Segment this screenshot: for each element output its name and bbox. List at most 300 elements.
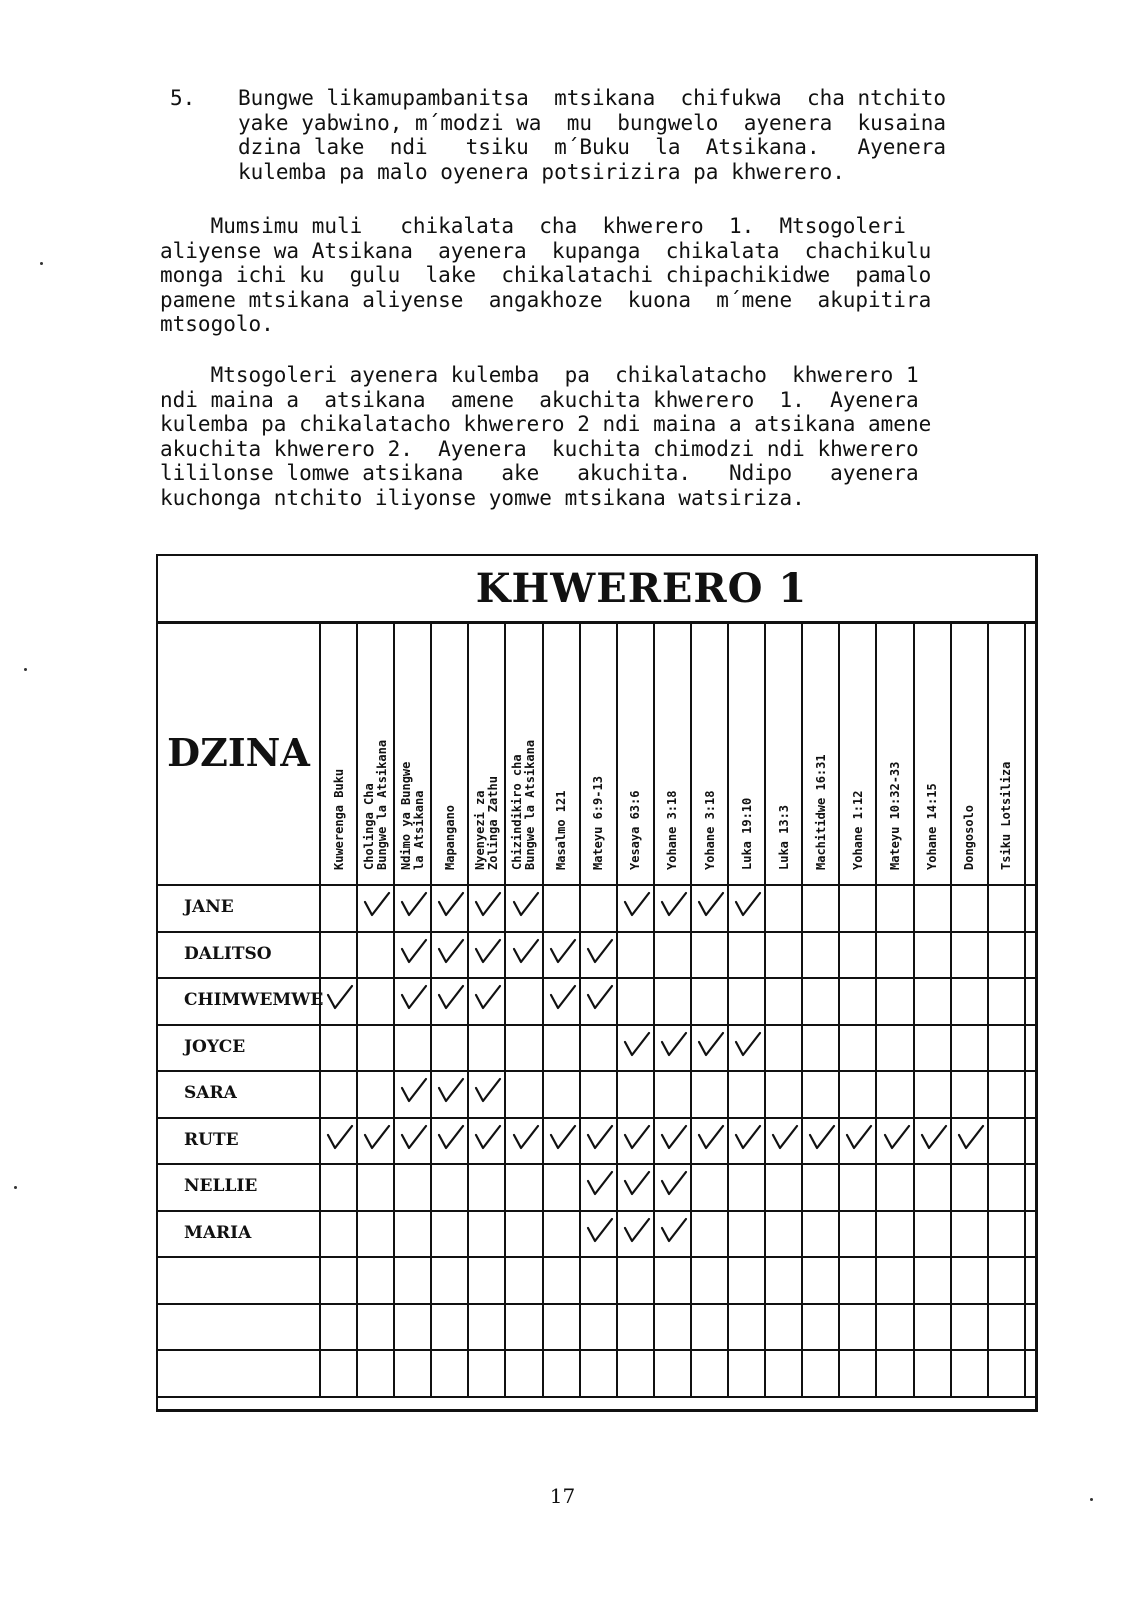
check-mark-icon [434,1123,466,1153]
grid-cell [395,1070,432,1117]
grid-cell [321,884,358,931]
grid-cell [766,1117,803,1164]
grid-cell [321,1349,358,1396]
check-mark-icon [509,1123,541,1153]
grid-cell [840,884,877,931]
grid-cell [840,1070,877,1117]
grid-cell [544,1256,581,1303]
grid-cell [952,1303,989,1350]
grid-cell [432,1303,469,1350]
grid-cell [766,1163,803,1210]
grid-cell [432,1024,469,1071]
grid-cell [915,1024,952,1071]
grid-cell [469,1210,506,1257]
grid-cell [544,1210,581,1257]
column-header [618,621,655,884]
scan-speck [1090,1498,1093,1501]
grid-cell [766,1210,803,1257]
check-mark-icon [471,890,503,920]
grid-cell [507,977,544,1024]
grid-cell [544,1070,581,1117]
paragraph-instructions: Mtsogoleri ayenera kulemba pa chikalatacho khwerero 1 ndi maina a atsikana amene akuchita khwerero 1. Ayenera kulemba pa chikalatacho khwerero 2 ndi maina a atsikana amene akuchita khwerero 2. Ayenera kuchita chimodzi ndi khwerero lililonse lomwe atsikana ake akuchita. Ndipo ayenera kuchonga ntchito iliyonse yomwe mtsikana watsiriza. [160,363,932,510]
row-name: RUTE [158,1117,321,1164]
grid-cell [469,1349,506,1396]
grid-cell [803,1210,840,1257]
column-header [915,621,952,884]
check-mark-icon [620,1030,652,1060]
column-header [989,621,1026,884]
column-header-label: Masalmo 121 [554,790,569,870]
grid-cell [321,977,358,1024]
grid-cell [692,1349,729,1396]
column-header-label: Mapangano [442,804,457,870]
grid-cell [358,1024,395,1071]
check-mark-icon [434,983,466,1013]
grid-cell [618,1024,655,1071]
row-name [158,1303,321,1350]
grid-cell [989,1210,1026,1257]
grid-cell [395,1349,432,1396]
grid-cell [729,1070,766,1117]
grid-cell [952,1117,989,1164]
column-header [878,621,915,884]
column-header-label: Chizindikiro cha Bungwe la Atsikana [510,739,538,870]
grid-cell [618,1070,655,1117]
grid-cell [952,931,989,978]
grid-cell [655,1163,692,1210]
grid-cell [766,1070,803,1117]
grid-cell [989,884,1026,931]
grid-cell [803,1024,840,1071]
grid-cell [692,1303,729,1350]
grid-cell [989,1024,1026,1071]
grid-cell [989,977,1026,1024]
check-mark-icon [917,1123,949,1153]
row-name: JANE [158,884,321,931]
grid-cell [395,1163,432,1210]
check-mark-icon [880,1123,912,1153]
grid-cell [729,977,766,1024]
grid-cell [878,1256,915,1303]
check-mark-icon [471,983,503,1013]
grid-cell [358,1256,395,1303]
grid-cell [840,1210,877,1257]
grid-cell [915,1256,952,1303]
grid-cell [432,931,469,978]
grid-cell [989,1070,1026,1117]
grid-cell [989,931,1026,978]
check-mark-icon [471,1123,503,1153]
grid-cell [840,977,877,1024]
check-mark-icon [620,1123,652,1153]
progress-chart [156,554,1038,1412]
check-mark-icon [360,890,392,920]
scan-speck [24,668,27,671]
grid-cell [544,1024,581,1071]
grid-cell [581,977,618,1024]
check-mark-icon [731,890,763,920]
grid-cell [952,1349,989,1396]
check-mark-icon [583,1123,615,1153]
grid-cell [915,1210,952,1257]
grid-cell [729,884,766,931]
grid-cell [358,1070,395,1117]
grid-cell [507,884,544,931]
grid-cell [766,1349,803,1396]
grid-cell [321,1210,358,1257]
grid-cell [952,884,989,931]
check-mark-icon [397,1076,429,1106]
grid-cell [432,1256,469,1303]
check-mark-icon [657,890,689,920]
grid-cell [321,1117,358,1164]
check-mark-icon [397,890,429,920]
grid-cell [840,1024,877,1071]
grid-cell [766,1256,803,1303]
grid-cell [729,1163,766,1210]
chart-title-bar [158,556,1035,624]
grid-cell [544,977,581,1024]
grid-cell [321,1256,358,1303]
grid-cell [915,884,952,931]
grid-cell [729,1210,766,1257]
grid-cell [469,1117,506,1164]
grid-cell [655,977,692,1024]
grid-cell [469,1070,506,1117]
grid-cell [692,931,729,978]
grid-cell [878,1303,915,1350]
check-mark-icon [546,937,578,967]
grid-cell [729,1349,766,1396]
grid-cell [840,1256,877,1303]
grid-cell [432,977,469,1024]
page-number: 17 [549,1484,576,1508]
grid-cell [507,1163,544,1210]
grid-cell [469,931,506,978]
grid-cell [655,1349,692,1396]
grid-cell [581,1349,618,1396]
grid-cell [952,1163,989,1210]
column-header-label: Luka 13:3 [776,804,791,870]
grid-cell [395,1303,432,1350]
check-mark-icon [583,937,615,967]
check-mark-icon [509,937,541,967]
grid-cell [618,1303,655,1350]
check-mark-icon [397,983,429,1013]
grid-cell [878,931,915,978]
grid-cell [655,1256,692,1303]
grid-cell [581,1024,618,1071]
column-header [581,621,618,884]
grid-cell [395,1117,432,1164]
row-name: DALITSO [158,931,321,978]
check-mark-icon [620,890,652,920]
grid-cell [766,884,803,931]
grid-cell [915,977,952,1024]
row-name: SARA [158,1070,321,1117]
check-mark-icon [620,1216,652,1246]
column-header [358,621,395,884]
grid-cell [544,1349,581,1396]
grid-cell [989,1256,1026,1303]
grid-cell [803,884,840,931]
grid-cell [507,931,544,978]
paragraph-chart-intro: Mumsimu muli chikalata cha khwerero 1. Mtsogoleri aliyense wa Atsikana ayenera kupanga chikalata chachikulu monga ichi ku gulu lake chikalatachi chipachikidwe pamalo pamene mtsikana aliyense angakhoze kuona m´mene akupitira mtsogolo. [160,214,932,336]
check-mark-icon [471,1076,503,1106]
column-header-label: Tsiku Lotsiliza [999,761,1014,870]
column-header [729,621,766,884]
grid-cell [692,1210,729,1257]
grid-cell [469,884,506,931]
grid-cell [507,1210,544,1257]
column-header-label: Ndimo ya Bungwe la Atsikana [398,761,426,870]
grid-cell [544,884,581,931]
grid-cell [803,1256,840,1303]
grid-cell [840,931,877,978]
grid-cell [581,884,618,931]
column-header [507,621,544,884]
grid-cell [358,1117,395,1164]
column-header [655,621,692,884]
grid-cell [581,1117,618,1164]
grid-cell [358,1210,395,1257]
grid-cell [952,1210,989,1257]
check-mark-icon [434,890,466,920]
check-mark-icon [731,1123,763,1153]
check-mark-icon [323,1123,355,1153]
column-header [803,621,840,884]
grid-cell [432,1163,469,1210]
column-header-label: Yohane 3:18 [665,790,680,870]
grid-cell [432,1349,469,1396]
grid-cell [581,1163,618,1210]
grid-cell [358,884,395,931]
grid-cell [469,1303,506,1350]
grid-cell [952,1070,989,1117]
grid-cell [803,977,840,1024]
check-mark-icon [434,1076,466,1106]
grid-cell [989,1163,1026,1210]
check-mark-icon [805,1123,837,1153]
grid-cell [766,1303,803,1350]
grid-cell [729,1117,766,1164]
grid-cell [655,1303,692,1350]
grid-cell [507,1303,544,1350]
check-mark-icon [694,890,726,920]
check-mark-icon [694,1123,726,1153]
grid-cell [655,931,692,978]
column-header-label: Mateyu 10:32-33 [888,761,903,870]
grid-cell [395,1024,432,1071]
grid-cell [358,931,395,978]
grid-cell [618,1210,655,1257]
check-mark-icon [768,1123,800,1153]
check-mark-icon [397,1123,429,1153]
column-header [952,621,989,884]
column-header-label: Kuwerenga Buku [331,768,346,870]
check-mark-icon [583,1169,615,1199]
grid-cell [618,1256,655,1303]
check-mark-icon [694,1030,726,1060]
grid-cell [358,1303,395,1350]
scan-speck [40,262,43,265]
column-header-label: Yesaya 63:6 [628,790,643,870]
column-header-label: Yohane 3:18 [702,790,717,870]
grid-cell [618,931,655,978]
check-mark-icon [509,890,541,920]
grid-cell [803,1117,840,1164]
check-mark-icon [434,937,466,967]
grid-cell [692,884,729,931]
grid-cell [469,1163,506,1210]
grid-cell [581,1070,618,1117]
grid-cell [655,1070,692,1117]
grid-cell [655,884,692,931]
check-mark-icon [657,1123,689,1153]
grid-cell [878,1163,915,1210]
grid-cell [878,1210,915,1257]
grid-cell [915,1349,952,1396]
check-mark-icon [546,1123,578,1153]
column-header-label: Yohane 14:15 [925,783,940,870]
grid-cell [655,1117,692,1164]
grid-cell [358,1163,395,1210]
check-mark-icon [620,1169,652,1199]
grid-cell [878,1070,915,1117]
grid-cell [358,977,395,1024]
grid-cell [618,1163,655,1210]
check-mark-icon [842,1123,874,1153]
grid-cell [507,1256,544,1303]
grid-cell [581,1210,618,1257]
row-name [158,1256,321,1303]
check-mark-icon [323,983,355,1013]
grid-cell [544,931,581,978]
grid-cell [321,1163,358,1210]
column-header [469,621,506,884]
grid-cell [878,977,915,1024]
grid-cell [729,1256,766,1303]
grid-cell [878,1024,915,1071]
grid-cell [395,977,432,1024]
check-mark-icon [657,1216,689,1246]
grid-cell [803,1349,840,1396]
grid-cell [692,1163,729,1210]
grid-cell [618,884,655,931]
grid-cell [803,1070,840,1117]
grid-cell [618,977,655,1024]
column-header [321,621,358,884]
grid-cell [544,1163,581,1210]
chart-title: KHWERERO 1 [475,565,808,612]
grid-cell [469,1256,506,1303]
grid-cell [952,1256,989,1303]
grid-cell [692,1117,729,1164]
grid-cell [989,1349,1026,1396]
check-mark-icon [731,1030,763,1060]
grid-cell [952,1024,989,1071]
check-mark-icon [397,937,429,967]
grid-cell [803,1163,840,1210]
column-header-label: Nyenyezi za Zolinga Zathu [472,776,500,870]
grid-cell [915,1303,952,1350]
grid-cell [915,1163,952,1210]
check-mark-icon [954,1123,986,1153]
grid-cell [840,1163,877,1210]
column-header-label: Dongosolo [962,804,977,870]
check-mark-icon [360,1123,392,1153]
column-header-label: Yohane 1:12 [850,790,865,870]
grid-cell [692,1070,729,1117]
grid-cell [581,1256,618,1303]
column-header-label: Mateyu 6:9-13 [591,776,606,870]
grid-cell [840,1117,877,1164]
grid-cell [395,1210,432,1257]
check-mark-icon [657,1030,689,1060]
column-header [432,621,469,884]
check-mark-icon [471,937,503,967]
column-header [544,621,581,884]
grid-cell [581,931,618,978]
grid-cell [692,1024,729,1071]
grid-cell [581,1303,618,1350]
grid-cell [321,1303,358,1350]
grid-cell [469,1024,506,1071]
grid-cell [655,1024,692,1071]
grid-cell [655,1210,692,1257]
grid-cell [766,931,803,978]
check-mark-icon [657,1169,689,1199]
grid-cell [840,1303,877,1350]
column-header [840,621,877,884]
grid-cell [729,1024,766,1071]
column-header [692,621,729,884]
grid-cell [803,931,840,978]
grid-cell [358,1349,395,1396]
grid-cell [395,931,432,978]
grid-cell [989,1303,1026,1350]
column-header [766,621,803,884]
grid-cell [989,1117,1026,1164]
grid-cell [729,1303,766,1350]
grid-cell [766,977,803,1024]
paragraph-number: 5. [170,86,196,110]
grid-cell [321,1070,358,1117]
grid-cell [915,931,952,978]
grid-cell [878,884,915,931]
grid-cell [321,1024,358,1071]
grid-cell [878,1349,915,1396]
grid-cell [507,1117,544,1164]
grid-cell [544,1303,581,1350]
row-name: CHIMWEMWE [158,977,321,1024]
grid-cell [432,884,469,931]
grid-cell [692,977,729,1024]
paragraph-5: Bungwe likamupambanitsa mtsikana chifukwa cha ntchito yake yabwino, m´modzi wa mu bungwelo ayenera kusaina dzina lake ndi tsiku m´Buku la Atsikana. Ayenera kulemba pa malo oyenera potsirizira pa khwerero. [238,86,947,184]
grid-cell [952,977,989,1024]
grid-cell [432,1210,469,1257]
grid-cell [766,1024,803,1071]
grid-cell [507,1070,544,1117]
name-header-label: DZINA [167,730,310,775]
grid-cell [544,1117,581,1164]
grid-cell [840,1349,877,1396]
column-header-label: Machitidwe 16:31 [813,754,828,870]
grid-cell [692,1256,729,1303]
column-header-label: Cholinga Cha Bungwe la Atsikana [361,739,389,870]
grid-cell [321,931,358,978]
row-name [158,1349,321,1396]
